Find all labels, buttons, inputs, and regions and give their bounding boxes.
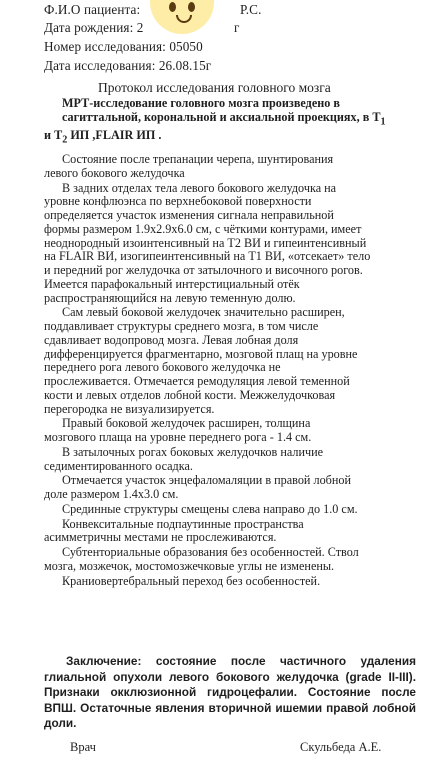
findings-line: доле размером 1.4х3.0 см. bbox=[44, 487, 179, 502]
birth-date-line bbox=[44, 20, 240, 36]
findings-paragraph bbox=[44, 503, 418, 517]
findings-line: Конвекситальные подпаутинные пространства bbox=[62, 516, 304, 531]
findings-line: Срединные структуры смещены слева направо до 1.0 см. bbox=[62, 501, 358, 516]
findings-line: на FLAIR ВИ, изогипеинтенсивный на Т1 ВИ, «отсекает» тело bbox=[44, 249, 371, 264]
findings-line: кости и левых отделов лобной кости. Межжелудочковая bbox=[44, 387, 336, 402]
conclusion: Заключение: состояние после частичного удаления глиальной опухоли левого бокового желудочка (grade II-III). Признаки окклюзионной гидроцефалии. Состояние после ВПШ. Остаточные явления вторичной ишемии правой лобной доли. bbox=[44, 654, 416, 731]
findings-line: седиментированного осадка. bbox=[44, 458, 193, 473]
findings-line: мозга, мозжечок, мостомозжечковые углы не изменены. bbox=[44, 558, 335, 573]
doctor-label: Врач bbox=[70, 740, 96, 754]
findings-line: уровне конфлюэнса по верхнебоковой поверхности bbox=[44, 194, 312, 209]
findings-line: Краниовертебральный переход без особенностей. bbox=[62, 573, 321, 588]
intro-line: и $T_2$ ИП ,FLAIR ИП . bbox=[44, 127, 162, 146]
findings-line: поддавливает структуры среднего мозга, в том числе bbox=[44, 319, 319, 334]
birth-date-label: Дата рождения: 2 bbox=[44, 20, 144, 35]
findings-line: Состояние после трепанации черепа, шунтирования bbox=[62, 152, 334, 167]
findings-line: мозгового плаща на уровне переднего рога - 1.4 см. bbox=[44, 430, 312, 445]
doctor-name: Скульбеда А.Е. bbox=[300, 740, 382, 754]
findings-paragraph bbox=[44, 153, 418, 181]
findings-line: асимметричны местами не прослеживаются. bbox=[44, 530, 277, 545]
study-date: Дата исследования: 26.08.15г bbox=[44, 58, 212, 73]
findings-line: определяется участок изменения сигнала неправильной bbox=[44, 208, 334, 223]
findings-line: В задних отделах тела левого бокового желудочка на bbox=[62, 180, 337, 195]
findings-paragraph bbox=[44, 417, 418, 445]
findings-paragraph bbox=[44, 474, 418, 502]
intro-line: МРТ-исследование головного мозга произведено в bbox=[62, 96, 340, 110]
study-number: Номер исследования: 05050 bbox=[44, 39, 203, 54]
findings-line: Субтенториальные образования без особенностей. Ствол bbox=[62, 545, 359, 560]
patient-name-line bbox=[44, 2, 262, 18]
findings-line: левого бокового желудочка bbox=[44, 165, 185, 180]
intro-paragraph bbox=[44, 97, 418, 147]
findings-paragraph bbox=[44, 518, 418, 546]
findings-line: Сам левый боковой желудочек значительно расширен, bbox=[62, 305, 345, 320]
birth-date-suffix: г bbox=[234, 20, 240, 35]
findings-line: распространяющийся на левую теменную долю. bbox=[44, 290, 296, 305]
findings-line: Имеется парафокальный интерстициальный отёк bbox=[44, 276, 300, 291]
findings-line: формы размером 1.9х2.9х6.0 см, с чёткими контурами, имеет bbox=[44, 221, 362, 236]
findings-paragraph bbox=[44, 546, 418, 574]
findings-line: Отмечается участок энцефаломаляции в правой лобной bbox=[62, 473, 352, 488]
findings-paragraph bbox=[44, 306, 418, 416]
findings-line: и передний рог желудочка от затылочного и височного рогов. bbox=[44, 263, 363, 278]
findings-line: сдавливает водопровод мозга. Левая лобная доля bbox=[44, 332, 299, 347]
patient-name-label: Ф.И.О пациента: bbox=[44, 2, 141, 17]
protocol-title: Протокол исследования головного мозга bbox=[98, 80, 331, 95]
patient-initials: Р.С. bbox=[240, 2, 262, 17]
findings-paragraph bbox=[44, 182, 418, 306]
findings-line: Правый боковой желудочек расширен, толщина bbox=[62, 416, 311, 431]
findings-line: дифференцируется фрагментарно, мозговой плащ на уровне bbox=[44, 346, 358, 361]
findings-line: переднего рога левого бокового желудочка не bbox=[44, 360, 281, 375]
smiley-face-sticker bbox=[150, 0, 214, 34]
findings-line: перегородка не визуализируется. bbox=[44, 401, 215, 416]
findings bbox=[44, 153, 418, 588]
findings-paragraph bbox=[44, 446, 418, 474]
findings-line: В затылочных рогах боковых желудочков наличие bbox=[62, 444, 324, 459]
findings-line: прослеживается. Отмечается ремодуляция левой теменной bbox=[44, 374, 350, 389]
findings-line: неоднородный изоинтенсивный на Т2 ВИ и гипеинтенсивный bbox=[44, 235, 367, 250]
report-body bbox=[44, 97, 418, 589]
intro-line: сагиттальной, корональной и аксиальной проекциях, в $T_1$ bbox=[62, 109, 386, 128]
findings-paragraph bbox=[44, 575, 418, 589]
